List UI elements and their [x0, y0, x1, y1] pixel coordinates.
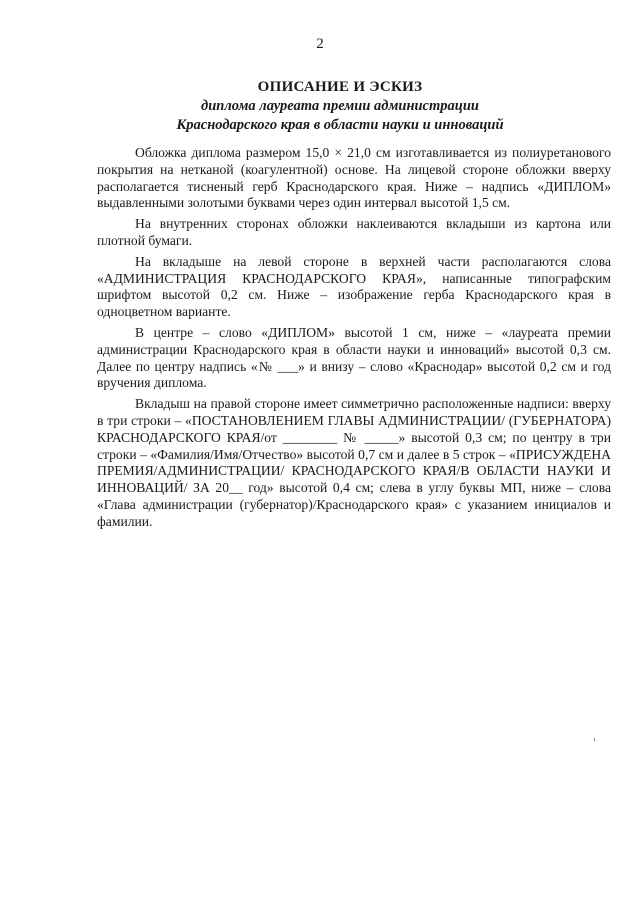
- paragraph-center: В центре – слово «ДИПЛОМ» высотой 1 см, ниже – «лауреата премии администрации Краснодарского края в области науки и инноваций» высотой 0,3 см. Далее по центру надпись «№ ___» и внизу – слово «Краснодар» высотой 0,2 см и год вручения диплома.: [97, 324, 611, 391]
- document-subtitle-line-1: диплома лауреата премии администрации: [201, 98, 479, 114]
- document-body: [97, 145, 611, 535]
- document-subtitle-line-2: Краснодарского края в области науки и инноваций: [176, 117, 504, 133]
- paragraph-right-insert: Вкладыш на правой стороне имеет симметрично расположенные надписи: вверху в три строки – «ПОСТАНОВЛЕНИЕМ ГЛАВЫ АДМИНИСТРАЦИИ/ (ГУБЕРНАТОРА) КРАСНОДАРСКОГО КРАЯ/от ________ № _____» высотой 0,3 см; по центру в три строки – «Фамилия/Имя/Отчество» высотой 0,7 см и далее в 5 строк – «ПРИСУЖДЕНА ПРЕМИЯ/АДМИНИСТРАЦИИ/ КРАСНОДАРСКОГО КРАЯ/В ОБЛАСТИ НАУКИ И ИННОВАЦИЙ/ ЗА 20__ год» высотой 0,4 см; слева в углу буквы МП, ниже – слова «Глава администрации (губернатор)/Краснодарского края» с указанием инициалов и фамилии.: [97, 396, 611, 529]
- scan-artifact: [594, 738, 595, 741]
- paragraph-inner-sides: На внутренних сторонах обложки наклеиваются вкладыши из картона или плотной бумаги.: [97, 216, 611, 248]
- paragraph-cover: Обложка диплома размером 15,0 × 21,0 см изготавливается из полиуретанового покрытия на нетканой (коагулентной) основе. На лицевой стороне обложки вверху располагается тисненый герб Краснодарского края. Ниже – надпись «ДИПЛОМ» выдавленными золотыми буквами через один интервал высотой 1,5 см.: [97, 145, 611, 211]
- document-heading: [60, 78, 620, 135]
- paragraph-left-insert: На вкладыше на левой стороне в верхней части располагаются слова «АДМИНИСТРАЦИЯ КРАСНОДАРСКОГО КРАЯ», написанные типографским шрифтом высотой 0,2 см. Ниже – изображение герба Краснодарского края в одноцветном варианте.: [97, 253, 611, 320]
- document-title: ОПИСАНИЕ И ЭСКИЗ: [257, 79, 423, 95]
- page-number: 2: [316, 36, 324, 52]
